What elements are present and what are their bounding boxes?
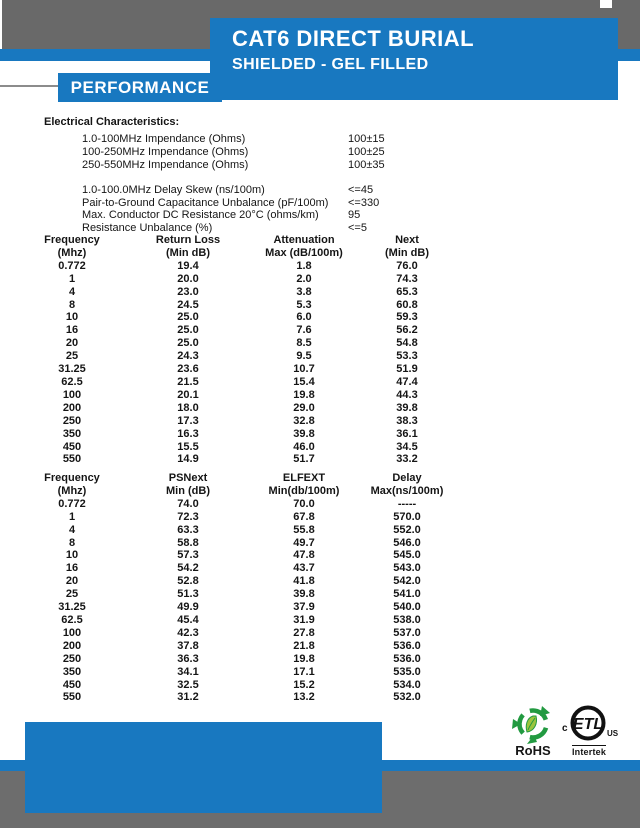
table-cell: 21.5: [177, 375, 199, 388]
table-cell: 537.0: [393, 626, 421, 639]
table-cell: 15.5: [177, 440, 199, 453]
certification-logos: [512, 704, 618, 757]
table-cell: 450: [62, 678, 82, 691]
table-cell: 53.3: [396, 350, 418, 363]
table-cell: 43.7: [293, 562, 315, 575]
table-row: [16, 691, 454, 704]
electrical-item-value: <=45: [348, 183, 374, 196]
table-cell: 47.4: [396, 375, 418, 388]
column-header: [16, 472, 128, 498]
table-cell: 60.8: [396, 298, 418, 311]
product-title-box: [210, 18, 618, 100]
table-cell: 67.8: [293, 510, 315, 523]
table-cell: 0.772: [58, 497, 86, 510]
table-header-row: [16, 234, 454, 260]
column-header-line: Frequency: [44, 234, 100, 246]
table-cell: 550: [62, 691, 82, 704]
table-cell: 542.0: [393, 575, 421, 588]
table-cell: 59.3: [396, 311, 418, 324]
table-cell: 57.3: [177, 549, 199, 562]
table-cell: 23.6: [177, 363, 199, 376]
table-cell: 19.8: [293, 652, 315, 665]
electrical-item-value: 100±25: [348, 145, 385, 158]
table-row: [16, 601, 454, 614]
column-header: [128, 472, 248, 498]
table-cell: 34.1: [177, 665, 199, 678]
table-cell: 39.8: [293, 588, 315, 601]
table-row: [16, 273, 454, 286]
column-header: [248, 234, 360, 260]
table-cell: 15.4: [293, 375, 315, 388]
rohs-certification: [512, 706, 554, 757]
table-row: [16, 537, 454, 550]
electrical-item-value: <=5: [348, 222, 367, 235]
table-row: [16, 588, 454, 601]
spec-table: [16, 234, 454, 466]
table-cell: 76.0: [396, 259, 418, 272]
table-cell: 36.3: [177, 652, 199, 665]
table-cell: 24.3: [177, 350, 199, 363]
table-cell: 33.2: [396, 453, 418, 466]
table-cell: 54.2: [177, 562, 199, 575]
table-cell: 1: [68, 272, 76, 285]
table-row: [16, 363, 454, 376]
table-cell: 54.8: [396, 337, 418, 350]
table-cell: 16: [65, 562, 79, 575]
electrical-item: [82, 209, 604, 222]
table-cell: 39.8: [396, 401, 418, 414]
table-row: [16, 498, 454, 511]
table-row: [16, 666, 454, 679]
rohs-recycle-leaf-icon: [512, 706, 554, 744]
table-cell: 17.1: [293, 665, 315, 678]
column-header-line: (Min dB): [385, 246, 429, 259]
table-cell: 25: [65, 588, 79, 601]
table-cell: 0.772: [58, 259, 86, 272]
table-row: [16, 453, 454, 466]
table-cell: 535.0: [393, 665, 421, 678]
electrical-list: [44, 133, 604, 235]
etl-intertek-certification: [560, 704, 618, 757]
table-row: [16, 311, 454, 324]
etl-letters: ETL: [572, 716, 604, 733]
product-title: CAT6 DIRECT BURIAL: [232, 26, 475, 51]
table-row: [16, 441, 454, 454]
table-cell: 70.0: [293, 497, 315, 510]
electrical-item: [82, 197, 604, 210]
table-cell: 49.9: [177, 601, 199, 614]
electrical-item: [82, 184, 604, 197]
table-cell: 200: [62, 639, 82, 652]
table-cell: 62.5: [61, 613, 83, 626]
table-cell: 545.0: [393, 549, 421, 562]
table-cell: 13.2: [293, 691, 315, 704]
column-header: [16, 234, 128, 260]
table-cell: 16.3: [177, 427, 199, 440]
table-row: [16, 524, 454, 537]
table-cell: 532.0: [393, 691, 421, 704]
table-cell: 31.9: [293, 613, 315, 626]
table-cell: 10: [65, 311, 79, 324]
table-cell: -----: [397, 497, 417, 510]
electrical-item: [82, 133, 604, 146]
performance-table-2: [16, 472, 456, 704]
table-cell: 44.3: [396, 388, 418, 401]
etl-c-mark: c: [562, 723, 568, 734]
table-cell: 31.25: [58, 363, 86, 376]
table-row: [16, 614, 454, 627]
table-row: [16, 337, 454, 350]
table-cell: 38.3: [396, 414, 418, 427]
product-subtitle: SHIELDED - GEL FILLED: [232, 56, 429, 74]
table-cell: 350: [62, 665, 82, 678]
table-cell: 20: [65, 575, 79, 588]
table-cell: 5.3: [296, 298, 312, 311]
column-header-line: (Min dB): [166, 246, 210, 259]
electrical-item-value: <=330: [348, 196, 380, 209]
column-header-line: Frequency: [44, 472, 100, 484]
electrical-characteristics-section: [44, 116, 604, 235]
table-cell: 18.0: [177, 401, 199, 414]
column-header-line: Attenuation: [273, 234, 335, 246]
electrical-item-label: 250-550MHz Impendance (Ohms): [82, 158, 249, 171]
table-cell: 29.0: [293, 401, 315, 414]
table-cell: 36.1: [396, 427, 418, 440]
electrical-item: [82, 146, 604, 159]
table-cell: 23.0: [177, 285, 199, 298]
top-white-notch: [600, 0, 612, 8]
column-header-line: Delay: [392, 472, 422, 484]
etl-listed-mark-icon: [560, 704, 618, 744]
electrical-item: [82, 159, 604, 172]
table-cell: 51.7: [293, 453, 315, 466]
table-cell: 8: [68, 536, 76, 549]
performance-rule-line: [0, 85, 60, 87]
table-row: [16, 511, 454, 524]
table-cell: 62.5: [61, 375, 83, 388]
table-cell: 25.0: [177, 311, 199, 324]
table-row: [16, 653, 454, 666]
electrical-item-label: 1.0-100.0MHz Delay Skew (ns/100m): [82, 183, 265, 196]
table-cell: 25.0: [177, 324, 199, 337]
table-cell: 10: [65, 549, 79, 562]
electrical-group: [82, 133, 604, 172]
table-cell: 4: [68, 285, 76, 298]
table-cell: 25: [65, 350, 79, 363]
table-cell: 51.9: [396, 363, 418, 376]
table-cell: 200: [62, 401, 82, 414]
table-row: [16, 549, 454, 562]
table-cell: 63.3: [177, 523, 199, 536]
table-row: [16, 389, 454, 402]
table-cell: 17.3: [177, 414, 199, 427]
electrical-item-value: 100±15: [348, 132, 385, 145]
table-cell: 31.2: [177, 691, 199, 704]
table-cell: 16: [65, 324, 79, 337]
table-row: [16, 286, 454, 299]
table-cell: 538.0: [393, 613, 421, 626]
table-cell: 3.8: [296, 285, 312, 298]
table-cell: 39.8: [293, 427, 315, 440]
table-row: [16, 640, 454, 653]
etl-us-mark: US: [607, 729, 618, 738]
column-header-line: ELFEXT: [282, 472, 326, 484]
table-cell: 4: [68, 523, 76, 536]
table-cell: 27.8: [293, 626, 315, 639]
performance-section-header: [58, 73, 222, 102]
table-cell: 19.4: [177, 259, 199, 272]
table-cell: 55.8: [293, 523, 315, 536]
table-cell: 31.25: [58, 601, 86, 614]
column-header-line: (Mhz): [57, 246, 87, 259]
table-cell: 540.0: [393, 601, 421, 614]
column-header-line: (Mhz): [57, 484, 87, 497]
table-cell: 49.7: [293, 536, 315, 549]
table-cell: 58.8: [177, 536, 199, 549]
table-cell: 52.8: [177, 575, 199, 588]
table-row: [16, 260, 454, 273]
footer-blue-rectangle: [25, 722, 382, 813]
table-row: [16, 562, 454, 575]
table-cell: 250: [62, 652, 82, 665]
table-cell: 25.0: [177, 337, 199, 350]
performance-table-1: [16, 234, 456, 466]
electrical-item-label: 100-250MHz Impendance (Ohms): [82, 145, 249, 158]
column-header-line: Min (dB): [166, 484, 210, 497]
electrical-item-label: Max. Conductor DC Resistance 20°C (ohms/km): [82, 209, 319, 222]
table-cell: 42.3: [177, 626, 199, 639]
table-cell: 1: [68, 510, 76, 523]
table-cell: 8: [68, 298, 76, 311]
column-header-line: Next: [395, 234, 419, 246]
table-cell: 9.5: [296, 350, 312, 363]
table-cell: 65.3: [396, 285, 418, 298]
table-row: [16, 402, 454, 415]
table-row: [16, 679, 454, 692]
table-cell: 32.5: [177, 678, 199, 691]
column-header-line: Max (dB/100m): [265, 246, 343, 259]
electrical-item-value: 100±35: [348, 158, 385, 171]
table-cell: 14.9: [177, 453, 199, 466]
table-cell: 8.5: [296, 337, 312, 350]
rohs-label: RoHS: [515, 743, 551, 758]
table-cell: 45.4: [177, 613, 199, 626]
column-header: [360, 472, 454, 498]
table-row: [16, 428, 454, 441]
table-cell: 543.0: [393, 562, 421, 575]
table-cell: 72.3: [177, 510, 199, 523]
spec-table: [16, 472, 454, 704]
table-cell: 10.7: [293, 363, 315, 376]
performance-section-label: PERFORMANCE: [70, 77, 210, 97]
table-cell: 6.0: [296, 311, 312, 324]
column-header-line: Min(db/100m): [268, 484, 340, 497]
table-cell: 24.5: [177, 298, 199, 311]
table-cell: 7.6: [296, 324, 312, 337]
table-row: [16, 299, 454, 312]
table-cell: 2.0: [296, 272, 312, 285]
table-cell: 19.8: [293, 388, 315, 401]
table-cell: 41.8: [293, 575, 315, 588]
column-header-line: Max(ns/100m): [370, 484, 444, 497]
column-header: [248, 472, 360, 498]
table-cell: 536.0: [393, 639, 421, 652]
table-cell: 37.9: [293, 601, 315, 614]
table-cell: 37.8: [177, 639, 199, 652]
table-cell: 56.2: [396, 324, 418, 337]
table-cell: 32.8: [293, 414, 315, 427]
electrical-item-label: 1.0-100MHz Impendance (Ohms): [82, 132, 246, 145]
table-cell: 51.3: [177, 588, 199, 601]
table-cell: 1.8: [296, 259, 312, 272]
table-cell: 47.8: [293, 549, 315, 562]
table-cell: 546.0: [393, 536, 421, 549]
table-cell: 74.0: [177, 497, 199, 510]
table-header-row: [16, 472, 454, 498]
table-cell: 20: [65, 337, 79, 350]
table-cell: 550: [62, 453, 82, 466]
table-row: [16, 627, 454, 640]
table-cell: 250: [62, 414, 82, 427]
table-cell: 20.0: [177, 272, 199, 285]
table-cell: 34.5: [396, 440, 418, 453]
electrical-group: [82, 184, 604, 236]
table-cell: 46.0: [293, 440, 315, 453]
table-cell: 570.0: [393, 510, 421, 523]
table-row: [16, 415, 454, 428]
table-row: [16, 324, 454, 337]
table-cell: 536.0: [393, 652, 421, 665]
table-cell: 350: [62, 427, 82, 440]
table-cell: 21.8: [293, 639, 315, 652]
electrical-item-label: Resistance Unbalance (%): [82, 222, 213, 235]
column-header-line: Return Loss: [155, 234, 221, 246]
table-row: [16, 575, 454, 588]
table-cell: 100: [62, 388, 82, 401]
table-cell: 450: [62, 440, 82, 453]
column-header: [128, 234, 248, 260]
column-header-line: PSNext: [168, 472, 208, 484]
table-cell: 541.0: [393, 588, 421, 601]
table-cell: 552.0: [393, 523, 421, 536]
electrical-heading: Electrical Characteristics:: [44, 116, 180, 128]
table-cell: 20.1: [177, 388, 199, 401]
table-cell: 100: [62, 626, 82, 639]
table-cell: 74.3: [396, 272, 418, 285]
electrical-item-value: 95: [348, 209, 361, 222]
intertek-label: Intertek: [571, 747, 607, 757]
electrical-item-label: Pair-to-Ground Capacitance Unbalance (pF/100m): [82, 196, 329, 209]
table-row: [16, 350, 454, 363]
column-header: [360, 234, 454, 260]
table-cell: 534.0: [393, 678, 421, 691]
table-cell: 15.2: [293, 678, 315, 691]
table-row: [16, 376, 454, 389]
